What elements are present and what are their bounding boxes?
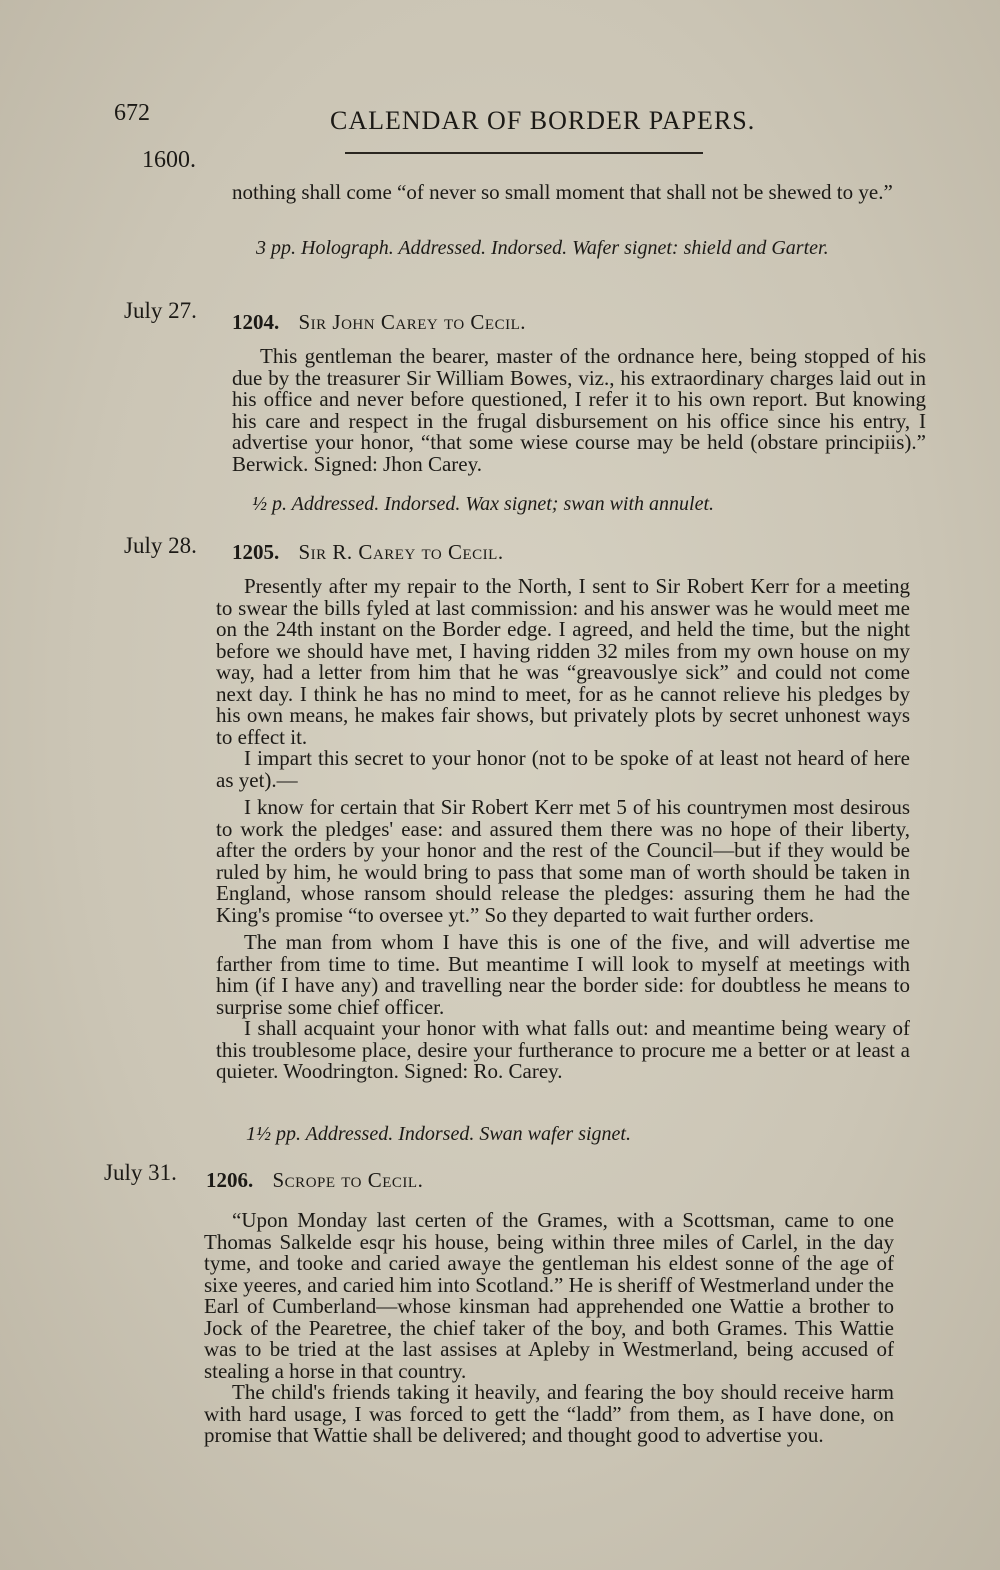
entry-note: 1½ pp. Addressed. Indorsed. Swan wafer signet. bbox=[246, 1123, 631, 1145]
running-head bbox=[110, 100, 930, 140]
continuation-note: 3 pp. Holograph. Addressed. Indorsed. Wafer signet: shield and Garter. bbox=[256, 237, 829, 259]
continuation-text: nothing shall come “of never so small moment that shall not be shewed to ye.” bbox=[232, 180, 893, 204]
paragraph: I shall acquaint your honor with what falls out: and meantime being weary of this troublesome place, desire your furtherance to procure me a better or at least a quieter. Woodrington. Signed: Ro. Carey. bbox=[216, 1016, 910, 1083]
entry-date: July 31. bbox=[104, 1160, 177, 1185]
entry-note: ½ p. Addressed. Indorsed. Wax signet; swan with annulet. bbox=[252, 493, 715, 515]
entry-body bbox=[232, 346, 926, 475]
entry-date: July 28. bbox=[124, 533, 197, 558]
entry-title: Sir R. Carey to Cecil. bbox=[298, 540, 504, 564]
entry-heading bbox=[206, 1168, 423, 1193]
paragraph: I impart this secret to your honor (not to be spoke of at least not heard of here as yet).— bbox=[216, 746, 910, 792]
entry-heading bbox=[232, 540, 504, 565]
entry-body bbox=[204, 1210, 894, 1447]
entry-number: 1204. bbox=[232, 310, 280, 334]
paragraph: The man from whom I have this is one of the five, and will advertise me farther from time to time. But meantime I will look to myself at meetings with him (if I have any) and travelling near the border side: for doubtless he means to surprise some chief officer. bbox=[216, 930, 910, 1019]
entry-body bbox=[216, 576, 910, 1083]
paragraph: The child's friends taking it heavily, and fearing the boy should receive harm with hard usage, I was forced to gett the “ladd” from them, as I have done, on promise that Wattie shall be delivered; and thought good to advertise you. bbox=[204, 1380, 894, 1447]
paragraph: I know for certain that Sir Robert Kerr met 5 of his countrymen most desirous to work the pledges' ease: and assured them there was no hope of their liberty, after the orders by your honor and the rest of the Council—but if they would be ruled by him, he would bring to pass that some man of worth should be taken in England, whose ransom should release the pledges: assuring them he had the King's promise “to oversee yt.” So they departed to wait further orders. bbox=[216, 795, 910, 927]
entry-number: 1206. bbox=[206, 1168, 254, 1192]
entry-number: 1205. bbox=[232, 540, 280, 564]
page-title: CALENDAR OF BORDER PAPERS. bbox=[330, 106, 756, 135]
page-number: 672 bbox=[114, 100, 150, 126]
paragraph: Presently after my repair to the North, I sent to Sir Robert Kerr for a meeting to swear the bills fyled at last commission: and his answer was he would meet me on the 24th instant on the Border edge. I agreed, and held the time, but the night before we should have met, I having ridden 32 miles from my own house on my way, had a letter from him that he was “greavouslye sick” and could not come next day. I think he has no mind to meet, for as he cannot relieve his pledges by his own means, he makes fair shows, but privately plots by secret unhonest ways to effect it. bbox=[216, 574, 910, 749]
entry-title: Scrope to Cecil. bbox=[272, 1168, 424, 1192]
year-marker: 1600. bbox=[142, 147, 196, 173]
entry-heading bbox=[232, 310, 526, 335]
entry-date: July 27. bbox=[124, 298, 197, 323]
entry-title: Sir John Carey to Cecil. bbox=[298, 310, 526, 334]
paragraph: “Upon Monday last certen of the Grames, with a Scottsman, came to one Thomas Salkelde esqr his house, being within three miles of Carlel, in the day tyme, and tooke and caried awaye the gentleman his eldest sonne of the age of sixe yeeres, and caried him into Scotland.” He is sheriff of Westmerland under the Earl of Cumberland—whose kinsman had apprehended one Wattie a brother to Jock of the Pearetree, the chief taker of the boy, and both Grames. This Wattie was to be tried at the last assises at Apleby in Westmerland, being accused of stealing a horse in that country. bbox=[204, 1208, 894, 1383]
paragraph: This gentleman the bearer, master of the ordnance here, being stopped of his due by the treasurer Sir William Bowes, viz., his extraordinary charges laid out in his office and never before questioned, I refer it to his own report. But knowing his care and respect in the frugal disbursement on his office since his entry, I advertise your honor, “that some wiese course may be held (obstare principiis).” Berwick. Signed: Jhon Carey. bbox=[232, 344, 926, 476]
header-rule bbox=[345, 152, 703, 154]
